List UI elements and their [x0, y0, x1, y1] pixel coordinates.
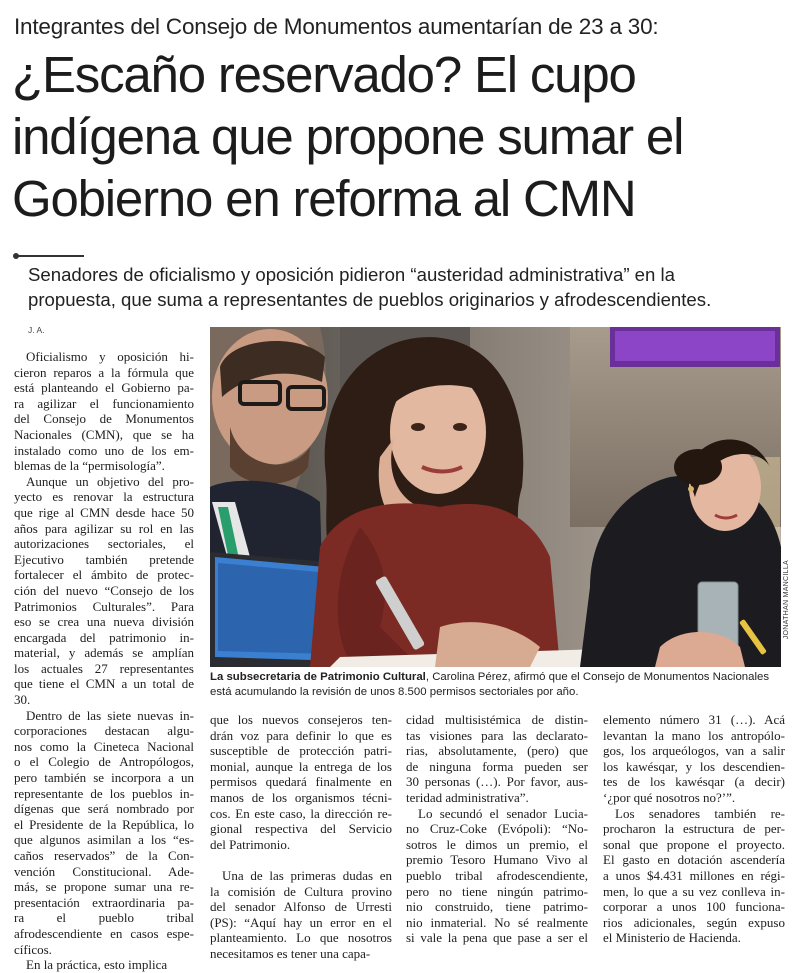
article-text-line: pero también se incorpora a un — [14, 770, 194, 786]
article-text-line: tas visiones para las declarato- — [406, 727, 588, 743]
news-photo — [210, 327, 781, 667]
caption-rest: , Carolina Pérez, afirmó que el Consejo de Monumentos Nacionales — [425, 671, 770, 683]
article-text-line: cieron reparos a la fórmula que — [14, 364, 194, 380]
article-text-line: monial, aunque la entrega de los — [210, 758, 392, 774]
article-text-line: En la práctica, esto implica — [26, 957, 168, 973]
article-text-line: presentación extraordinaria pa- — [14, 894, 194, 910]
article-text-line: Patrimonios Culturales”. Para — [14, 598, 194, 614]
article-text-line: de ninguna forma pueden ser — [406, 758, 588, 774]
article-text-line: nio inmaterial. No sé realmente — [406, 914, 588, 930]
photo-credit: JONATHAN MANCILLA — [783, 560, 790, 640]
article-text-line: más, se propone sumar una re- — [14, 879, 194, 895]
article-text-line: eso se crea una nueva división — [14, 614, 194, 630]
article-text-line: premio Tesoro Humano Vivo al — [406, 852, 588, 868]
article-text-line: sotros le dimos un premio, el — [406, 836, 588, 852]
article-text-line: que algunos asimilan a los “es- — [14, 832, 194, 848]
caption-bold: La subsecretaria de Patrimonio Cultural — [210, 671, 426, 683]
caption-line: está acumulando la revisión de unos 8.500 permisos sectoriales por año. — [210, 686, 579, 698]
caption-line — [210, 670, 785, 685]
kicker: Integrantes del Consejo de Monumentos aumentarían de 23 a 30: — [14, 14, 659, 39]
article-text-line: drán voz para definir lo que es — [210, 727, 392, 743]
article-text-line: necesitamos es tener una capa- — [210, 945, 371, 961]
article-text-line: pueblo tribal afrodescendiente, — [406, 867, 588, 883]
article-text-line: nos como la Cineteca Nacional — [14, 738, 194, 754]
article-text-line: que los nuevos consejeros ten- — [210, 712, 392, 727]
article-text-line: El gasto en dotación ascendería — [603, 852, 785, 868]
article-text-line: si vale la pena que pase a ser el — [406, 930, 588, 946]
article-text-line: Aunque un objetivo del pro- — [26, 473, 194, 489]
article-text-line: corporar a unos 100 funciona- — [603, 899, 785, 915]
article-text-line: cíficos. — [14, 941, 52, 957]
headline-line: ¿Escaño reservado? El cupo — [12, 46, 636, 103]
headline-line: Gobierno en reforma al CMN — [12, 170, 636, 227]
article-text-line: tes de los kawésqar (a decir) — [603, 774, 785, 790]
article-text-line: el Ministerio de Hacienda. — [603, 930, 741, 946]
article-text-line: del senador Alfonso de Urresti — [210, 899, 392, 915]
article-text-line: corporaciones destacan algu- — [14, 723, 194, 739]
article-text-line: afrodescendiente en casos espe- — [14, 925, 194, 941]
article-text-line: permisos quedará finalmente en — [210, 774, 392, 790]
article-text-line: los kawésqar, y los descendien- — [603, 758, 785, 774]
article-text-line: a unos $4.431 millones en régi- — [603, 867, 785, 883]
headline — [12, 44, 792, 230]
article-text-line: (PS): “Aquí hay un error en el — [210, 914, 392, 930]
article-text-line: manos de los organismos técni- — [210, 789, 392, 805]
article-text-line: el Presidente de la República, lo — [14, 816, 194, 832]
article-text-line: material, y además se amplían — [14, 645, 194, 661]
article-text-line: está planteando el Gobierno pa- — [14, 380, 194, 396]
article-text-line: del Patrimonio. — [210, 836, 291, 852]
text-column-1 — [14, 349, 194, 973]
article-text-line: vención Constitucional. Ade- — [14, 863, 194, 879]
article-text-line: sonal que propone el proyecto. — [603, 836, 785, 852]
article-text-line: Una de las primeras dudas en — [222, 867, 392, 883]
article-text-line: que rige al CMN desde hace 50 — [14, 504, 194, 520]
section-divider — [14, 255, 84, 257]
article-text-line: la comisión de Cultura provino — [210, 883, 392, 899]
article-text-line: 30. — [14, 692, 31, 708]
article-text-line: yecto es renovar la estructura — [14, 489, 194, 505]
deck-line: Senadores de oficialismo y oposición pidieron “austeridad administrativa” en la — [28, 264, 675, 285]
article-text-line: men, lo que a su vez conlleva in- — [603, 883, 785, 899]
article-text-line: no Cruz-Coke (Evópoli): “No- — [406, 821, 588, 837]
article-text-line: levantan la mano los antropólo- — [603, 727, 785, 743]
article-text-line: representante de los pueblos in- — [14, 785, 194, 801]
article-text-line: Oficialismo y oposición hi- — [26, 349, 194, 364]
article-text-line: que tiene el CMN a un total de — [14, 676, 194, 692]
article-text-line: encargada del patrimonio in- — [14, 629, 194, 645]
deck — [28, 262, 788, 312]
article-text-line: autorizaciones sectoriales, el — [14, 536, 194, 552]
article-text-line: 30 personas (…). Por favor, aus- — [406, 774, 588, 790]
article-text-line: ción del nuevo “Consejo de los — [14, 582, 194, 598]
article-text-line: o el Colegio de Antropólogos, — [14, 754, 194, 770]
byline: J. A. — [28, 325, 45, 335]
text-column-3 — [406, 712, 588, 946]
article-text-line: fortalecer el ámbito de protec- — [14, 567, 194, 583]
headline-line: indígena que propone sumar el — [12, 108, 684, 165]
article-text-line: años para agilizar su rol en las — [14, 520, 194, 536]
article-text-line: teridad administrativa”. — [406, 789, 529, 805]
article-text-line: nio construido, tiene patrimo- — [406, 899, 588, 915]
article-text-line: cos. En este caso, la dirección re- — [210, 805, 392, 821]
article-text-line: Dentro de las siete nuevas in- — [26, 707, 194, 723]
article-text-line: Nacionales (CMN), que se ha — [14, 426, 194, 442]
article-text-line: dígenas que será nombrado por — [14, 801, 194, 817]
deck-line: propuesta, que suma a representantes de pueblos originarios y afrodescendientes. — [28, 289, 712, 310]
article-text-line: caños reservados” de la Con- — [14, 848, 194, 863]
article-text-line: gos, los arqueólogos, van a salir — [603, 743, 785, 759]
article-text-line: pero no tiene ningún patrimo- — [406, 883, 588, 899]
article-text-line: instalado como uno de los em- — [14, 442, 194, 458]
article-text-line: Ejecutivo también pretende — [14, 551, 194, 567]
article-text-line — [210, 852, 392, 868]
text-column-2 — [210, 712, 392, 962]
article-text-line: rios adicionales, según expuso — [603, 914, 785, 930]
article-text-line: procharon la estructura de per- — [603, 821, 785, 837]
article-text-line: ‘¿por qué nosotros no?’”. — [603, 789, 736, 805]
photo-caption — [210, 670, 785, 700]
article-text-line: elemento número 31 (…). Acá — [603, 712, 785, 727]
article-text-line: Los senadores también re- — [615, 805, 785, 821]
article-text-line: cidad multisistémica de distin- — [406, 712, 588, 727]
article-text-line: ra agilizar el funcionamiento — [14, 395, 194, 411]
article-text-line: rias, absolutamente, (pero) que — [406, 743, 588, 759]
article-text-line: blemas de la “permisología”. — [14, 458, 165, 474]
article-text-line: gional respectiva del Servicio — [210, 821, 392, 837]
article-text-line: los actuales 27 representantes — [14, 660, 194, 676]
text-column-4 — [603, 712, 785, 946]
article-text-line: planteamiento. Lo que nosotros — [210, 930, 392, 946]
article-text-line: Lo secundó el senador Lucia- — [418, 805, 588, 821]
article-text-line: ra el pueblo tribal — [14, 910, 194, 926]
article-text-line: del Consejo de Monumentos — [14, 411, 194, 427]
article-text-line: susceptible de protección patri- — [210, 743, 392, 759]
